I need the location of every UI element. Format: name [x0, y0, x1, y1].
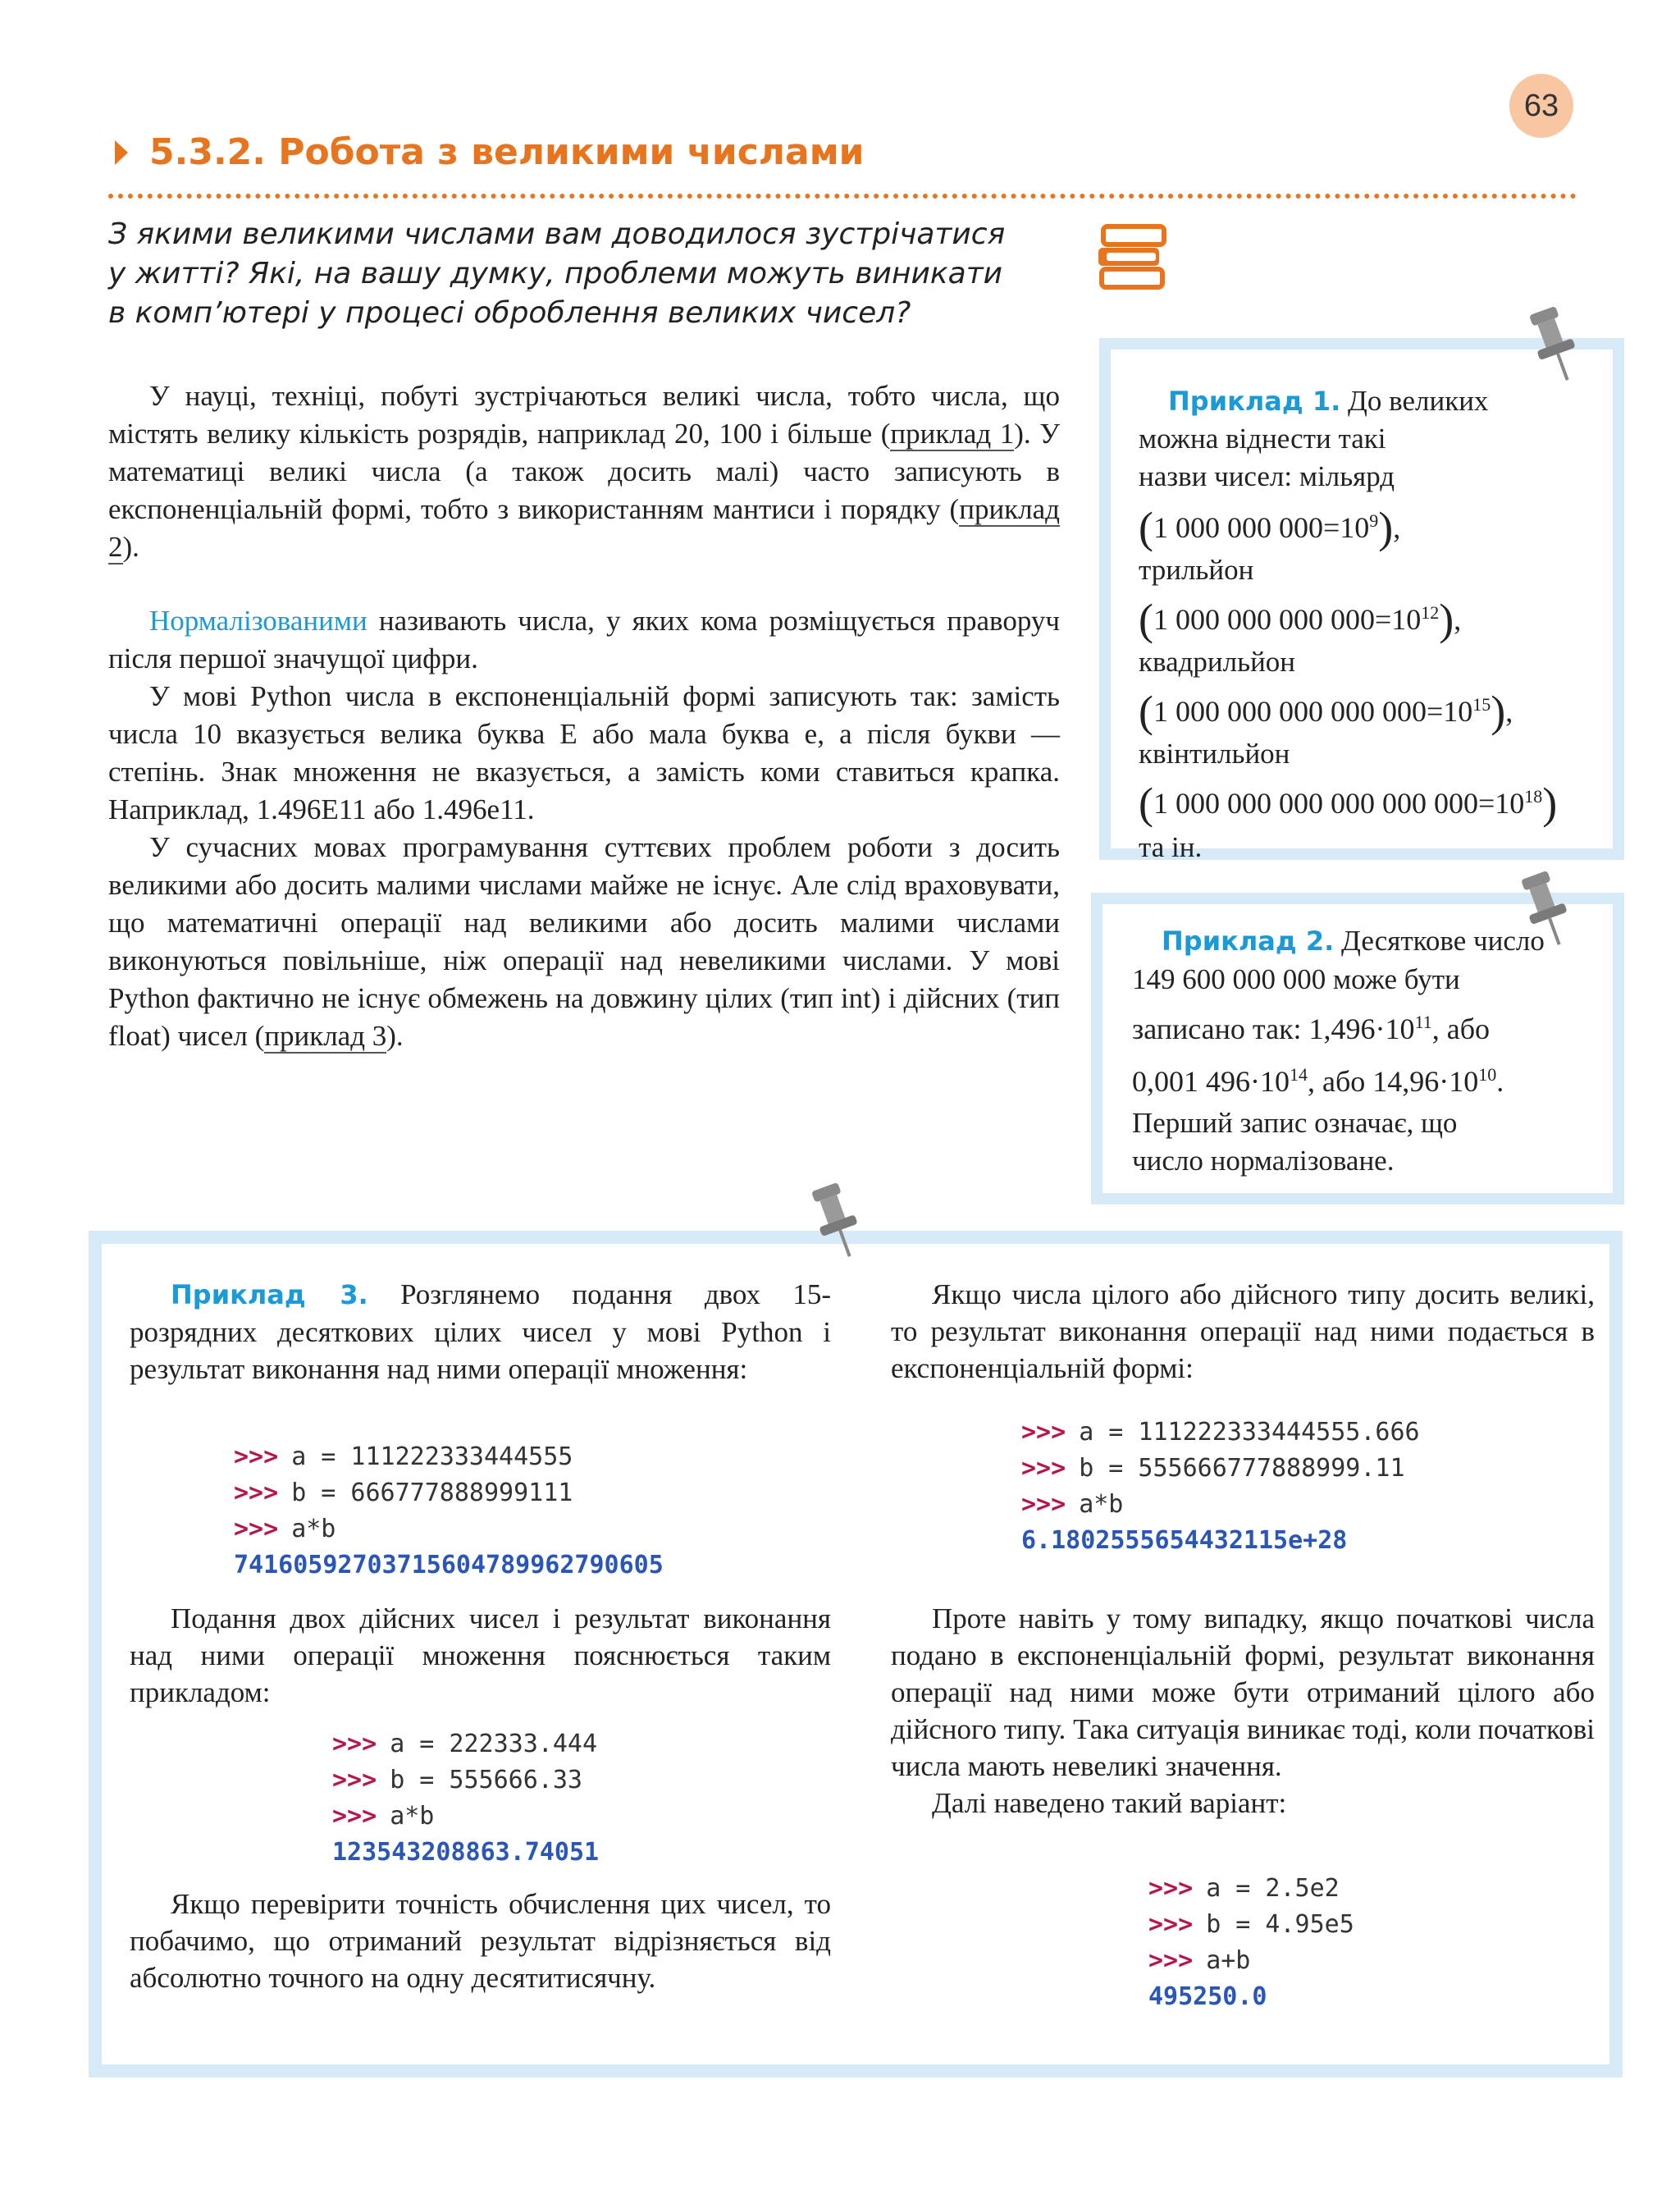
code-result: 123543208863.74051 — [332, 1838, 600, 1867]
code-result: 495250.0 — [1148, 1982, 1267, 2011]
formula-trillion: (1 000 000 000 $000=10^{12}$), — [1139, 595, 1462, 644]
paragraph-large-numbers — [108, 377, 1060, 566]
code-block-exponential — [1021, 1415, 1420, 1559]
normalized-term: Нормалізованими — [149, 605, 368, 637]
number-name: трильйон — [1139, 554, 1254, 586]
number-name: квадрильйон — [1139, 646, 1296, 678]
section-title: 5.3.2. Робота з великими числами — [149, 131, 865, 173]
code-block-int-multiply — [234, 1439, 664, 1584]
paragraph-text: ). У математиці великі числа (а також досить малі) часто записують в експоненціальній формі, тобто з використанням мантиси і порядку ( — [108, 418, 1061, 525]
code-line: >>> b = 666777888999111 — [234, 1479, 573, 1507]
example-3-link[interactable]: приклад 3 — [264, 1020, 387, 1052]
example-1-ending: та ін. — [1139, 831, 1203, 863]
code-result: 74160592703715604789962790605 — [234, 1551, 664, 1579]
number-name: квінтильйон — [1139, 738, 1290, 770]
code-line: >>> a*b — [1021, 1490, 1124, 1519]
question-line: в комп’ютері у процесі оброблення великих чисел? — [108, 296, 911, 330]
page-number: 63 — [1509, 74, 1573, 138]
paragraph-normalized — [108, 602, 1060, 678]
code-line: >>> a = 2.5e2 — [1148, 1874, 1340, 1903]
example-3-intro — [130, 1276, 831, 1387]
example-1-link[interactable]: приклад 1 — [890, 418, 1015, 450]
code-line: >>> b = 555666.33 — [332, 1766, 582, 1794]
example-2-formula: записано так: $1,496\cdot 10^{11}$, або — [1132, 1012, 1491, 1045]
question-line: З якими великими числами вам доводилося зустрічатися — [108, 217, 1006, 251]
paragraph-text: У науці, техніці, побуті зустрічаються великі числа, тобто числа, що містять велику кількість розрядів, наприклад 20, 100 і більше ( — [108, 380, 1060, 450]
example-2-text: число нормалізоване. — [1132, 1145, 1395, 1177]
pushpin-icon — [1526, 304, 1583, 390]
code-line: >>> a*b — [332, 1802, 435, 1831]
example-2-title: Приклад 2. — [1162, 926, 1335, 957]
example-2-text: 149 600 000 000 може бути — [1132, 963, 1460, 995]
example-1-text: назви чисел: мільярд — [1139, 460, 1395, 492]
code-line: >>> a*b — [234, 1515, 336, 1543]
code-line: >>> b = 4.95e5 — [1148, 1910, 1354, 1939]
paragraph-text: називають числа, у яких кома розміщується праворуч після першої значущої цифри. — [108, 605, 1060, 674]
example-3-text: Розглянемо подання двох 15-розрядних десяткових цілих чисел у мові Python і результат виконання над ними операції множення: — [130, 1278, 832, 1385]
example-1-title: Приклад 1. — [1168, 386, 1341, 417]
code-line: >>> a = 111222333444555.666 — [1021, 1418, 1420, 1447]
code-block-addition — [1148, 1871, 1354, 2015]
code-block-float-multiply — [332, 1726, 599, 1871]
example-3-right-text: Проте навіть у тому випадку, якщо початкові числа подано в експоненціальній формі, результат виконання операції над ними може бути отриманий цілого або дійсного типу. Така ситуація виникає тоді, коли початкові числа мають невеликі значення. Далі наведено такий варіант: — [891, 1602, 1595, 1819]
paragraph-text: У сучасних мовах програмування суттєвих проблем роботи з досить великими або досить малими числами майже не існує. Але слід враховувати, що математичні операції над великими або досить малими числами виконуються повільніше, ніж операції над невеликими числами. У мові Python фактично не існує обмежень на довжину цілих (тип int) і дійсних (тип float) чисел ( — [108, 831, 1060, 1052]
formula-quadrillion: (1 000 000 000 000 $000=10^{15}$), — [1139, 687, 1513, 736]
code-line: >>> a = 111222333444555 — [234, 1442, 573, 1471]
paragraph-text: ). — [386, 1020, 404, 1052]
paragraph-group — [108, 602, 1060, 1055]
example-1-box — [1099, 338, 1624, 863]
example-2-text: Десяткове число — [1334, 925, 1545, 957]
example-1-text: можна віднести такі — [1139, 423, 1386, 455]
paragraph-modern-languages — [108, 829, 1060, 1055]
example-2-link[interactable]: приклад 2 — [108, 493, 1060, 563]
example-3-text-precision: Якщо перевірити точність обчислення цих чисел, то побачимо, що отриманий результат відрізняється від абсолютно точного на одну десятитисячну. — [130, 1888, 831, 1994]
pushpin-icon — [808, 1180, 865, 1266]
example-3-title: Приклад 3. — [171, 1279, 368, 1310]
pushpin-icon — [1518, 868, 1575, 954]
example-1-text: До великих — [1340, 385, 1489, 417]
dotted-divider — [108, 194, 1577, 199]
paragraph-text: ). — [122, 531, 139, 563]
intro-question — [108, 215, 1052, 333]
code-line: >>> a = 222333.444 — [332, 1730, 598, 1758]
example-3-right-text: Якщо числа цілого або дійсного типу досить великі, то результат виконання операції над ними подається в експоненціальній формі: — [891, 1278, 1595, 1384]
paragraph-python-notation: У мові Python числа в експоненціальній формі записують так: замість числа 10 вказується велика буква E або мала буква e, а після букви — степінь. Знак множення не вказується, а замість коми ставиться крапка. Наприклад, 1.496E11 або 1.496e11. — [108, 680, 1060, 825]
example-2-formula: 0,001 $496\cdot 10^{14}$, або $14,96\cdot 10^{10}$. — [1132, 1064, 1504, 1098]
question-line: у житті? Які, на вашу думку, проблеми можуть виникати — [108, 257, 1003, 290]
code-result: 6.1802555654432115e+28 — [1021, 1526, 1348, 1555]
formula-billion: (1 000 000 $000=10^9$), — [1139, 503, 1401, 552]
books-icon — [1095, 220, 1169, 298]
example-2-text: Перший запис означає, що — [1132, 1107, 1458, 1139]
code-line: >>> b = 555666777888999.11 — [1021, 1454, 1405, 1483]
formula-quintillion: (1 000 000 000 000 000 $000=10^{18}$) — [1139, 779, 1558, 828]
code-line: >>> a+b — [1148, 1946, 1251, 1975]
example-3-text-floats: Подання двох дійсних чисел і результат виконання над ними операції множення пояснюється таким прикладом: — [130, 1602, 831, 1708]
section-heading — [115, 131, 865, 173]
play-triangle-icon — [115, 140, 128, 165]
